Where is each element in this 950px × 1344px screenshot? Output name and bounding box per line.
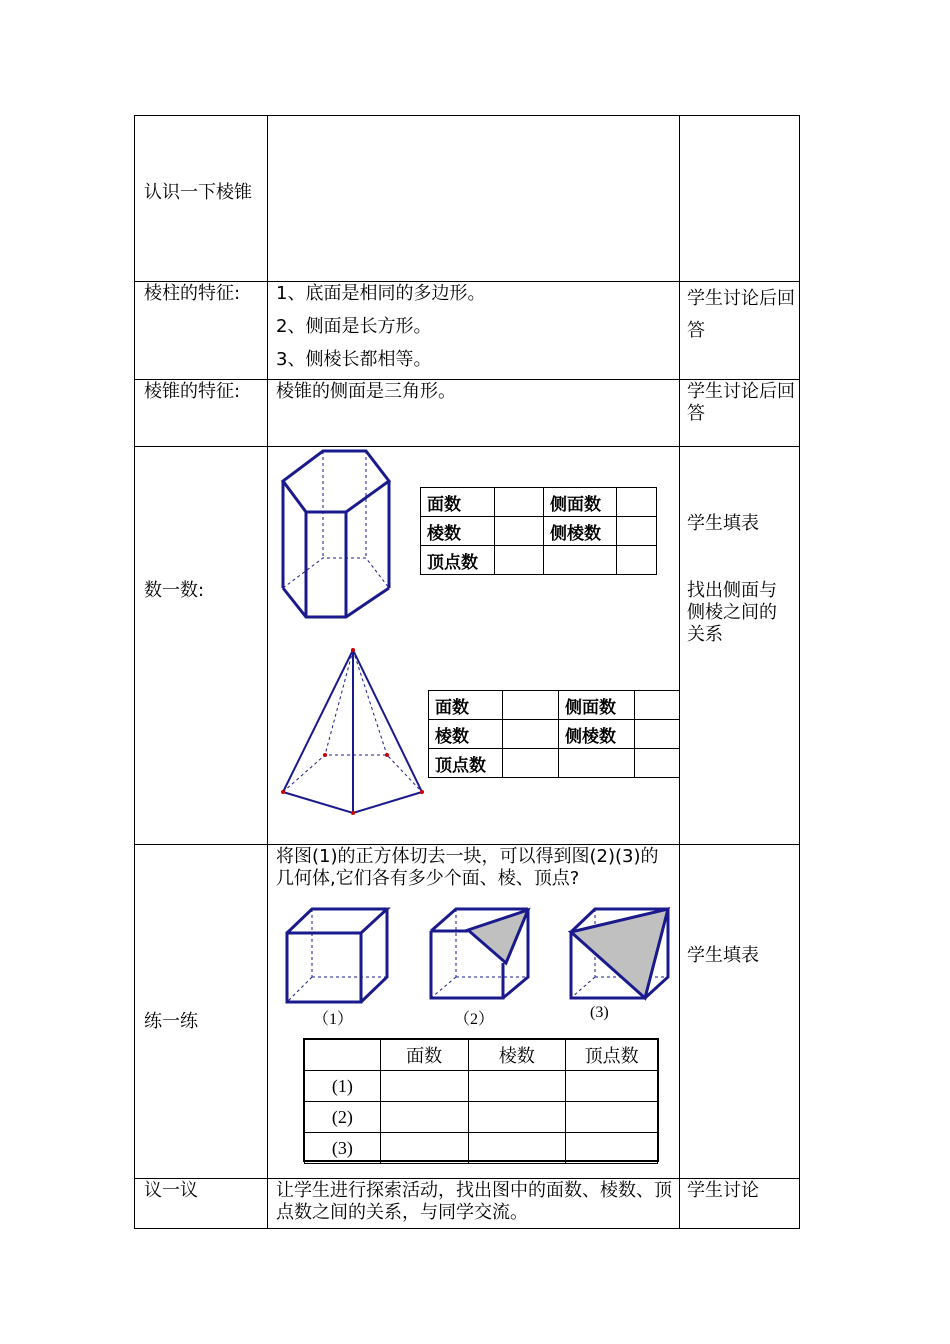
value-cell[interactable]: [559, 749, 635, 778]
grid-line: [134, 115, 135, 1229]
value-cell[interactable]: [495, 546, 544, 575]
grid-line: [134, 115, 800, 116]
prism-count-table: [420, 487, 657, 575]
header-faces: 面数: [380, 1040, 468, 1071]
value-cell[interactable]: [617, 488, 657, 517]
pyramid-feature-1: 棱锥的侧面是三角形。: [276, 381, 456, 402]
value-cell[interactable]: [544, 546, 617, 575]
answer-cell[interactable]: [566, 1133, 658, 1164]
label-side-edges: 侧棱数: [559, 720, 635, 749]
row-label-discuss: 议一议: [144, 1180, 198, 1201]
label-vertices: 顶点数: [429, 749, 503, 778]
count-note-fill: 学生填表: [687, 513, 759, 534]
answer-cell[interactable]: [468, 1133, 566, 1164]
prism-feature-3: 3、侧棱长都相等。: [276, 349, 432, 370]
value-cell[interactable]: [503, 749, 559, 778]
cube-3-label: (3): [590, 1004, 609, 1021]
grid-line: [134, 1228, 800, 1229]
answer-cell[interactable]: [566, 1102, 658, 1133]
pyramid-count-table: [428, 690, 680, 778]
label-vertices: 顶点数: [421, 546, 495, 575]
label-edges: 棱数: [429, 720, 503, 749]
value-cell[interactable]: [635, 691, 680, 720]
grid-line: [799, 115, 800, 1229]
discuss-text: 让学生进行探索活动，找出图中的面数、棱数、顶点数之间的关系，与同学交流。: [276, 1180, 672, 1223]
practice-question: 将图(1)的正方体切去一块，可以得到图(2)(3)的几何体,它们各有多少个面、棱、顶点?: [276, 846, 659, 889]
label-edges: 棱数: [421, 517, 495, 546]
value-cell[interactable]: [503, 691, 559, 720]
value-cell[interactable]: [503, 720, 559, 749]
value-cell[interactable]: [617, 546, 657, 575]
row-label-pyramid-intro: 认识一下棱锥: [144, 182, 252, 203]
cube-2-label: （2）: [454, 1011, 495, 1028]
practice-note: 学生填表: [687, 945, 759, 966]
prism-feature-2: 2、侧面是长方形。: [276, 316, 432, 337]
answer-cell[interactable]: [566, 1071, 658, 1102]
header-vertices: 顶点数: [566, 1040, 658, 1071]
grid-line: [134, 379, 800, 380]
discuss-note: 学生讨论: [687, 1180, 759, 1201]
pyramid-features-note: 学生讨论后回答: [687, 381, 795, 424]
label-faces: 面数: [429, 691, 503, 720]
grid-line: [134, 844, 800, 845]
grid-line: [134, 281, 800, 282]
row-label-prism-features: 棱柱的特征:: [144, 283, 241, 304]
header-edges: 棱数: [468, 1040, 566, 1071]
row-label-pyramid-features: 棱锥的特征:: [144, 381, 241, 402]
label-side-faces: 侧面数: [544, 488, 617, 517]
cube-1-label: （1）: [313, 1011, 354, 1028]
value-cell[interactable]: [635, 720, 680, 749]
answer-cell[interactable]: [380, 1071, 468, 1102]
header-blank: [305, 1040, 381, 1071]
answer-cell[interactable]: [468, 1102, 566, 1133]
grid-line: [267, 115, 268, 1229]
row-label-count: 数一数:: [144, 580, 205, 601]
answer-cell[interactable]: [468, 1071, 566, 1102]
prism-features-note: 学生讨论后回答: [687, 288, 795, 341]
count-note-relation: 找出侧面与侧棱之间的关系: [687, 580, 777, 645]
answer-cell[interactable]: [380, 1133, 468, 1164]
value-cell[interactable]: [495, 488, 544, 517]
label-side-faces: 侧面数: [559, 691, 635, 720]
value-cell[interactable]: [495, 517, 544, 546]
answer-cell[interactable]: [380, 1102, 468, 1133]
value-cell[interactable]: [617, 517, 657, 546]
value-cell[interactable]: [635, 749, 680, 778]
row-label: (2): [305, 1102, 381, 1133]
grid-line: [679, 115, 680, 1229]
prism-feature-1: 1、底面是相同的多边形。: [276, 283, 486, 304]
label-side-edges: 侧棱数: [544, 517, 617, 546]
grid-line: [134, 446, 800, 447]
grid-line: [134, 1178, 800, 1179]
practice-table: [304, 1039, 658, 1164]
label-faces: 面数: [421, 488, 495, 517]
row-label: (3): [305, 1133, 381, 1164]
row-label-practice: 练一练: [144, 1011, 198, 1032]
row-label: (1): [305, 1071, 381, 1102]
